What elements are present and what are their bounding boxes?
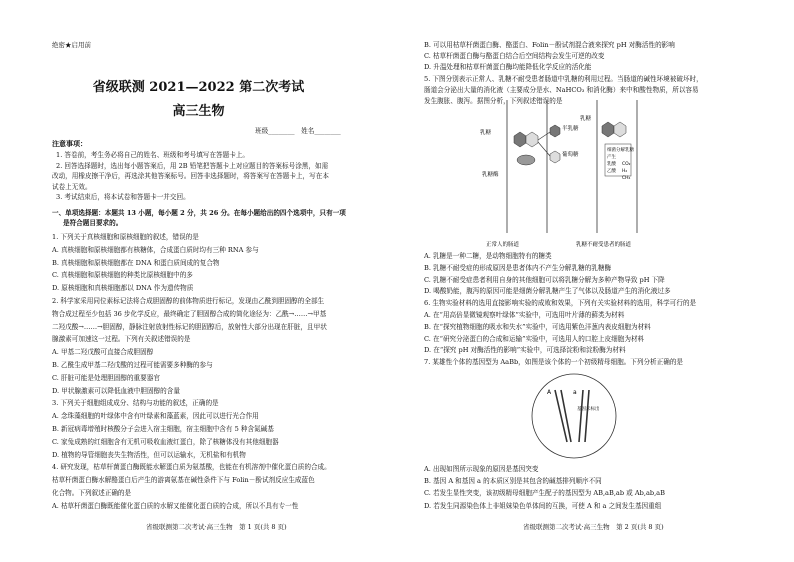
right-page — [397, 0, 794, 562]
text-line: A. 乳糖是一种二糖，是动物细胞特有的糖类 — [424, 252, 552, 260]
text-line: C. 乳糖不耐受症患者利用自身的其他细胞可以将乳糖分解为多种产物导致 pH 下降 — [424, 275, 665, 284]
lactic-acid-label: 乳酸 — [607, 162, 616, 167]
text-line: A. 甲基二羟戊酸可直接合成胆固醇 — [52, 348, 154, 357]
text-line: C. 若发生显性突变，该初级精母细胞产生配子的基因型为 AB,aB,ab 或 Ab,ab,aB — [424, 489, 665, 498]
text-line: A. 念珠藻细胞的叶绿体中含有叶绿素和藻蓝素，因此可以进行光合作用 — [52, 412, 259, 421]
glucose-icon — [550, 151, 560, 163]
text-line: C. 枯草杆菌蛋白酶与酪蛋白结合后空间结构会发生可逆的改变 — [424, 52, 605, 61]
text-line: D. 甲状腺激素可以降低血液中胆固醇的含量 — [52, 386, 180, 395]
text-line: C. 在“研究分泌蛋白的合成和运输”实验中，可选用人的口腔上皮细胞为材料 — [424, 334, 645, 343]
text-line: A. 在“用高倍显微镜观察叶绿体”实验中，可选用叶片薄的藓类为材料 — [424, 311, 625, 319]
text-line: B. 新冠病毒增殖时核酸分子会进入宿主细胞，宿主细胞中含有 5 种含氮碱基 — [52, 425, 274, 433]
text-line: 腺激素可加速这一过程。下列有关叙述错误的是 — [52, 335, 191, 344]
text-line: B. 乙酰生成甲基二羟戊酸的过程可能需要多种酶的参与 — [52, 361, 213, 369]
text-line: 3. 考试结束后，将本试卷和答题卡一并交回。 — [56, 193, 190, 201]
text-line: C. 真核细胞和原核细胞的种类比原核细胞中的多 — [52, 271, 193, 280]
lactase-label: 乳糖酶 — [482, 172, 499, 178]
text-line: D. 若发生同源染色体上非姐妹染色单体间的互换，可使 A 和 a 之间发生基因重组 — [424, 501, 662, 510]
text-line: B. 在“探究植物细胞的吸水和失水”实验中，可选用紫色洋葱内表皮细胞为材料 — [424, 322, 651, 331]
text-line: D. 在“探究 pH 对酶活性的影响”实验中，可选择淀粉和淀粉酶为材料 — [424, 346, 626, 355]
page-footer: 省级联测第二次考试·高三生物 第 2 页(共 8 页) — [523, 523, 664, 531]
galactose-icon — [550, 125, 560, 137]
gene-a-small-label: a — [573, 389, 577, 396]
normal-caption: 正常人的肠道 — [486, 242, 520, 248]
confidential-mark: 绝密★启用前 — [52, 41, 91, 49]
text-line: B. 可以用枯草杆菌蛋白酶、酪蛋白、Folin－酚试剂混合液来探究 pH 对酶活性的影响 — [424, 41, 675, 49]
exam-subject: 高三生物 — [172, 104, 225, 119]
ferment-label: 产生 — [607, 155, 616, 160]
spermatocyte-diagram — [527, 372, 622, 460]
text-line: D. 升温处理和枯草杆菌蛋白酶均能降低化学反应的活化能 — [424, 63, 592, 72]
section-heading-cont: 是符合题目要求的。 — [63, 219, 123, 227]
text-line: 1. 答卷前，考生务必将自己的姓名、班级和考号填写在答题卡上。 — [56, 151, 250, 159]
text-line: 2. 回答选择题时，选出每小题答案后，用 2B 铅笔把答题卡上对应题目的答案标号涂黑，如需 — [56, 161, 329, 170]
gene-a-label: A — [547, 389, 552, 396]
text-line: A. 出现如图所示现象的原因是基因突变 — [424, 465, 539, 473]
lactose-label-left: 乳糖 — [480, 130, 492, 136]
h2-label: H₂ — [622, 169, 628, 174]
text-line: D. 喝酸奶能，腹泻的原因可能是细菌分解乳糖产生了气体以及肠道产生的消化液过多 — [424, 287, 671, 296]
lactose-label-right: 乳糖 — [580, 116, 592, 122]
text-line: D. 原核细胞和真核细胞都以 DNA 作为遗传物质 — [52, 284, 194, 293]
text-line: C. 家兔成熟的红细胞含有无机可吸收血液红蛋白，除了核糖体没有其他细胞器 — [52, 437, 279, 446]
text-line: 发生腹胀、腹泻。据图分析，下列叙述错误的是 — [424, 97, 563, 105]
text-line: B. 基因 A 和基因 a 的本质区别是其包含的碱基排列顺序不同 — [424, 477, 602, 486]
text-line: 物合成过程至少包括 36 步化学反应，最终确定了胆固醇合成的简化途径为：乙酰→……→甲基 — [52, 309, 327, 318]
acetic-acid-label: 乙酸 — [607, 169, 616, 174]
text-line: 6. 生物实验材料的选用直接影响实验的成败和效果，下列有关实验材料的选用，科学可行的是 — [424, 299, 697, 308]
text-line: A. 真核细胞和原核细胞都有核糖体，合成蛋白质时均有三种 RNA 参与 — [52, 245, 259, 254]
text-line: D. 植物的导管细胞丧失生物活性，但可以运输水，无机盐和有机物 — [52, 450, 246, 459]
lactose-intestine-diagram — [472, 98, 662, 250]
text-line: 5. 下图分别表示正常人、乳糖不耐受患者肠道中乳糖的利用过程。当肠道的碱性环境被破坏时， — [424, 74, 703, 83]
exam-title: 省级联测 2021—2022 第二次考试 — [92, 80, 305, 95]
text-line: 3. 下列关于细胞组成成分、结构与功能的叙述，正确的是 — [52, 399, 219, 408]
text-line: 肠道会分泌出大量的消化液（主要成分是水、NaHCO₃ 和消化酶）来中和酸性物质，所以容易 — [424, 85, 699, 94]
lactase-enzyme-icon — [517, 155, 535, 165]
text-line: 二羟戊酸→……→胆固醇，静脉注射放射性标记的胆固醇后，放射性大部分出现在肝脏，且甲状 — [52, 322, 327, 331]
patient-caption: 乳糖不耐受患者的肠道 — [576, 242, 632, 248]
text-line: 2. 科学家采用同位素标记法将合成胆固醇的前体物质进行标记，发现由乙酰到胆固醇的全部生 — [52, 297, 325, 305]
section-heading: 一、单项选择题：本题共 13 小题，每小题 2 分，共 26 分。在每小题给出的四个选项中，只有一项 — [52, 209, 346, 217]
class-name-field: 班级________ 姓名________ — [255, 127, 341, 135]
notes-title: 注意事项： — [52, 139, 87, 148]
galactose-label: 半乳糖 — [562, 126, 579, 132]
glucose-label: 葡萄糖 — [562, 152, 579, 158]
text-line: B. 真核细胞和原核细胞都在 DNA 和蛋白质间成的复合物 — [52, 258, 220, 267]
text-line: C. 肝脏可能是处理胆固醇的重要器官 — [52, 373, 160, 382]
text-line: B. 乳糖不耐受症的形成原因是患者体内不产生分解乳糖的乳糖酶 — [424, 263, 612, 272]
text-line: 化合物。下列叙述正确的是 — [52, 489, 132, 497]
cell-outline — [532, 374, 616, 458]
text-line: 1. 下列关于真核细胞和原核细胞的叙述，错误的是 — [52, 233, 199, 241]
ch4-label: CH₄ — [622, 176, 631, 181]
text-line: 改动，用橡皮擦干净后，再选涂其他答案标号。回答非选择题时，将答案写在答题卡上，写在本 — [52, 172, 329, 180]
page-footer: 省级联测第二次考试·高三生物 第 1 页(共 8 页) — [146, 523, 287, 531]
bacteria-label: 细菌分解乳糖 — [607, 148, 634, 153]
lactose-molecule-icon — [602, 122, 614, 137]
text-line: A. 枯草杆菌蛋白酶既能催化蛋白质的水解又能催化蛋白质的合成，所以不具有专一性 — [52, 501, 299, 510]
text-line: 4. 研究发现，枯草杆菌蛋白酶既能水解蛋白质为氨基酸，也能在有机溶剂中催化蛋白质的合成。 — [52, 463, 331, 472]
text-line: 7. 某雄性个体的基因型为 AaBb，如图是该个体的一个初级精母细胞。下列分析正确的是 — [424, 358, 684, 367]
text-line: 枯草杆菌蛋白酶水解酪蛋白后产生的游离氨基在碱性条件下与 Folin－酚试剂反应生成蓝色 — [52, 476, 315, 485]
lactose-molecule-icon — [614, 122, 626, 137]
text-line: 试卷上无效。 — [52, 182, 92, 191]
co2-label: CO₂ — [622, 162, 631, 167]
cell-note: 基因未标出 — [577, 407, 600, 412]
lactose-molecule-icon — [514, 132, 526, 147]
lactose-molecule-icon — [526, 132, 538, 147]
